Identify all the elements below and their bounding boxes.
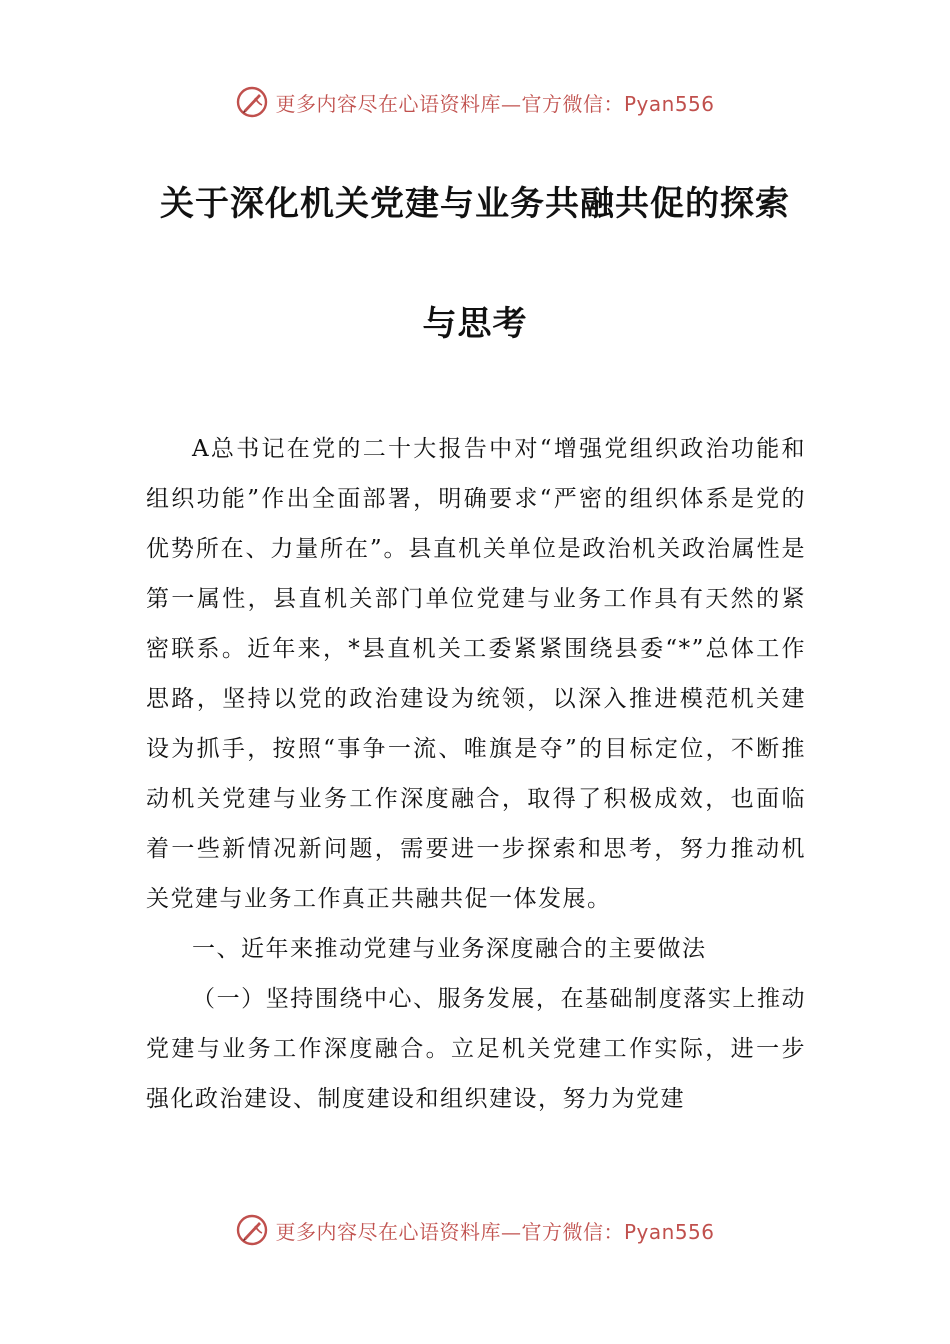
watermark-text <box>275 88 714 117</box>
watermark-main: 更多内容尽在心语资料库—官方微信： <box>275 91 624 116</box>
quill-pen-seal-icon <box>235 85 269 119</box>
document-title-line-2: 与思考 <box>422 304 528 344</box>
paragraph-intro: A总书记在党的二十大报告中对“增强党组织政治功能和组织功能”作出全面部署，明确要求“严密的组织体系是党的优势所在、力量所在”。县直机关单位是政治机关政治属性是第一属性，县直机关部门单位党建与业务工作具有天然的紧密联系。近年来，*县直机关工委紧紧围绕县委“*”总体工作思路，坚持以党的政治建设为统领，以深入推进模范机关建设为抓手，按照“事争一流、唯旗是夺”的目标定位，不断推动机关党建与业务工作深度融合，取得了积极成效，也面临着一些新情况新问题，需要进一步探索和思考，努力推动机关党建与业务工作真正共融共促一体发展。 <box>146 436 806 912</box>
document-title-line-1: 关于深化机关党建与业务共融共促的探索 <box>160 184 790 224</box>
document-body <box>146 424 806 1124</box>
watermark-text <box>275 1216 714 1245</box>
watermark-footer <box>0 1210 950 1250</box>
quill-pen-seal-icon <box>235 1213 269 1247</box>
section-heading-1: 一、近年来推动党建与业务深度融合的主要做法 <box>192 936 707 962</box>
watermark-header <box>0 82 950 122</box>
watermark-main: 更多内容尽在心语资料库—官方微信： <box>275 1219 624 1244</box>
watermark-wechat-id: Pyan556 <box>623 1219 715 1244</box>
watermark-wechat-id: Pyan556 <box>623 91 715 116</box>
paragraph-subsection-1: （一）坚持围绕中心、服务发展，在基础制度落实上推动党建与业务工作深度融合。立足机关党建工作实际，进一步强化政治建设、制度建设和组织建设，努力为党建 <box>146 986 806 1112</box>
